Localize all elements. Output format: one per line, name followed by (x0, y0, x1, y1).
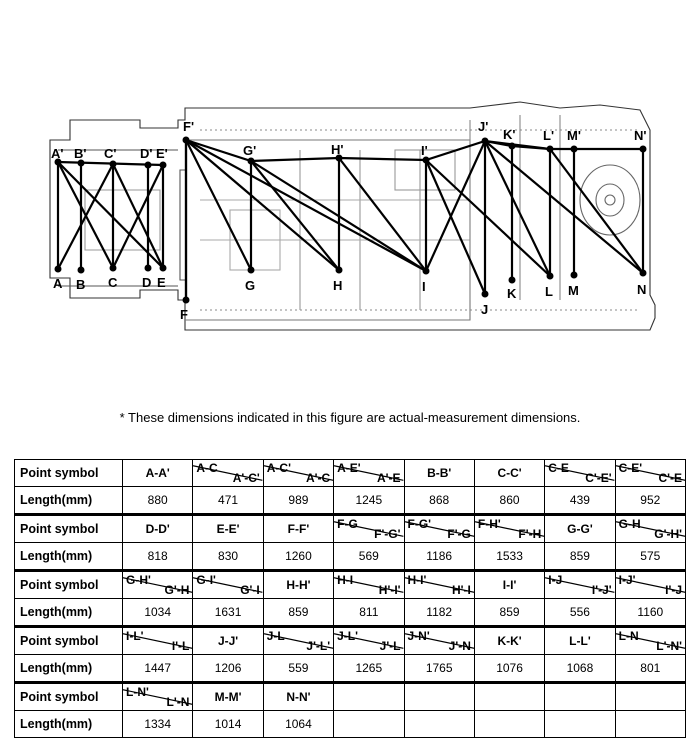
length-cell: 1068 (545, 655, 615, 683)
row-header-length: Length(mm) (15, 711, 123, 738)
length-cell: 859 (545, 543, 615, 571)
label-e: E (157, 275, 166, 290)
point-symbol-cell: A-A' (123, 460, 193, 487)
symbol-lower: H'-I' (378, 583, 401, 597)
symbol-lower: J'-N (448, 639, 471, 653)
label-j-prime: J' (478, 119, 489, 134)
length-cell: 830 (193, 543, 263, 571)
length-cell: 860 (474, 487, 544, 515)
length-cell: 989 (263, 487, 333, 515)
symbol-upper: I-J (548, 573, 563, 587)
symbol-upper: J-L (266, 629, 285, 643)
symbol-row (15, 460, 686, 487)
symbol-upper: H-I (337, 573, 354, 587)
point-symbol-cell (193, 460, 263, 487)
point-symbol-cell (474, 515, 544, 543)
symbol-lower: G'-H (164, 583, 190, 597)
length-cell: 575 (615, 543, 685, 571)
symbol-row (15, 515, 686, 543)
point-symbol-cell (545, 571, 615, 599)
symbol-upper: G-H (618, 517, 641, 531)
row-header-symbol: Point symbol (15, 571, 123, 599)
length-cell: 439 (545, 487, 615, 515)
symbol-lower: L'-N (166, 695, 190, 709)
point-symbol-cell: C-C' (474, 460, 544, 487)
symbol-lower: H'-I (452, 583, 471, 597)
point-symbol-cell (334, 627, 404, 655)
measurement-note: * These dimensions indicated in this figure are actual-measurement dimensions. (119, 410, 581, 425)
point-symbol-cell: K-K' (474, 627, 544, 655)
point-symbol-cell: J-J' (193, 627, 263, 655)
point-symbol-cell (123, 627, 193, 655)
length-cell: 880 (123, 487, 193, 515)
label-b: B (76, 277, 86, 292)
length-cell: 1186 (404, 543, 474, 571)
length-cell: 556 (545, 599, 615, 627)
symbol-upper: G-I' (196, 573, 216, 587)
symbol-upper: F-G' (407, 517, 432, 531)
symbol-upper: C-E (548, 461, 569, 475)
point-symbol-cell: N-N' (263, 683, 333, 711)
symbol-upper: A-C (196, 461, 218, 475)
label-f: F (180, 307, 188, 322)
label-b-prime: B' (74, 146, 87, 161)
symbol-upper: L-N (618, 629, 639, 643)
point-symbol-cell (334, 515, 404, 543)
symbol-upper: A-C' (266, 461, 291, 475)
length-row (15, 655, 686, 683)
point-symbol-cell (615, 515, 685, 543)
symbol-row (15, 683, 686, 711)
point-symbol-cell (193, 571, 263, 599)
row-header-length: Length(mm) (15, 599, 123, 627)
symbol-lower: G'-H' (654, 527, 682, 541)
vehicle-outline (50, 102, 655, 330)
point-symbol-cell (545, 683, 615, 711)
length-cell: 471 (193, 487, 263, 515)
label-i: I (422, 279, 426, 294)
length-cell: 1447 (123, 655, 193, 683)
length-cell: 801 (615, 655, 685, 683)
length-cell: 859 (474, 599, 544, 627)
point-symbol-cell (404, 571, 474, 599)
symbol-upper: A-E' (337, 461, 361, 475)
point-symbol-cell: F-F' (263, 515, 333, 543)
symbol-lower: F'-G (447, 527, 471, 541)
length-cell: 1765 (404, 655, 474, 683)
symbol-lower: I'-J' (591, 583, 612, 597)
symbol-lower: G'-I (240, 583, 260, 597)
point-symbol-cell (615, 460, 685, 487)
symbol-lower: J'-L' (306, 639, 331, 653)
label-g: G (245, 278, 256, 293)
label-d-prime: D' (140, 146, 153, 161)
symbol-upper: G-H' (126, 573, 151, 587)
length-cell: 569 (334, 543, 404, 571)
length-cell: 1034 (123, 599, 193, 627)
length-cell: 1014 (193, 711, 263, 738)
length-cell: 868 (404, 487, 474, 515)
length-cell: 1334 (123, 711, 193, 738)
label-h-prime: H' (331, 142, 344, 157)
symbol-upper: J-L' (337, 629, 358, 643)
length-cell: 1206 (193, 655, 263, 683)
point-symbol-cell (404, 683, 474, 711)
label-m: M (568, 283, 579, 298)
point-symbol-cell (545, 460, 615, 487)
length-cell (404, 711, 474, 738)
point-symbol-cell (615, 571, 685, 599)
symbol-lower: L'-N' (656, 639, 682, 653)
label-l-prime: L' (543, 128, 555, 143)
label-h: H (333, 278, 343, 293)
point-symbol-cell (404, 627, 474, 655)
symbol-lower: A'-C (305, 471, 331, 485)
label-l: L (545, 284, 553, 299)
length-cell (545, 711, 615, 738)
label-a: A (53, 276, 63, 291)
point-symbol-cell (263, 627, 333, 655)
point-symbol-cell (404, 515, 474, 543)
dimension-table (14, 459, 686, 738)
symbol-upper: I-J' (618, 573, 636, 587)
symbol-lower: I'-J (665, 583, 682, 597)
point-symbol-cell (123, 683, 193, 711)
label-c: C (108, 275, 118, 290)
length-cell: 559 (263, 655, 333, 683)
symbol-lower: A'-E (376, 471, 401, 485)
label-k-prime: K' (503, 127, 516, 142)
length-row (15, 599, 686, 627)
symbol-upper: I-L' (126, 629, 144, 643)
row-header-symbol: Point symbol (15, 515, 123, 543)
length-cell: 1265 (334, 655, 404, 683)
label-n: N (637, 282, 647, 297)
symbol-upper: F-G (337, 517, 358, 531)
point-symbol-cell (615, 627, 685, 655)
length-cell: 1533 (474, 543, 544, 571)
symbol-lower: A'-C' (232, 471, 260, 485)
point-symbol-cell (263, 460, 333, 487)
point-symbol-cell (123, 571, 193, 599)
point-symbol-cell (334, 683, 404, 711)
point-symbol-cell: B-B' (404, 460, 474, 487)
length-cell (334, 711, 404, 738)
point-symbol-cell: H-H' (263, 571, 333, 599)
length-cell: 952 (615, 487, 685, 515)
label-n-prime: N' (634, 128, 647, 143)
label-f-prime: F' (183, 119, 195, 134)
point-symbol-cell (334, 460, 404, 487)
symbol-row (15, 627, 686, 655)
length-cell: 1182 (404, 599, 474, 627)
point-symbol-cell: L-L' (545, 627, 615, 655)
length-cell: 1064 (263, 711, 333, 738)
length-cell (615, 711, 685, 738)
row-header-length: Length(mm) (15, 655, 123, 683)
symbol-upper: F-H' (477, 517, 501, 531)
length-cell: 1631 (193, 599, 263, 627)
symbol-lower: C'-E' (585, 471, 612, 485)
symbol-upper: H-I' (407, 573, 427, 587)
symbol-row (15, 571, 686, 599)
row-header-symbol: Point symbol (15, 460, 123, 487)
point-symbol-cell: I-I' (474, 571, 544, 599)
label-j: J (481, 302, 489, 317)
label-d: D (142, 275, 152, 290)
length-row (15, 487, 686, 515)
symbol-lower: C'-E (658, 471, 682, 485)
point-symbol-cell: M-M' (193, 683, 263, 711)
symbol-upper: J-N' (407, 629, 430, 643)
symbol-upper: L-N' (126, 685, 149, 699)
length-cell: 1260 (263, 543, 333, 571)
label-g-prime: G' (243, 143, 257, 158)
length-cell (474, 711, 544, 738)
row-header-length: Length(mm) (15, 543, 123, 571)
row-header-length: Length(mm) (15, 487, 123, 515)
length-cell: 1245 (334, 487, 404, 515)
row-header-symbol: Point symbol (15, 683, 123, 711)
bottom-point-labels (53, 275, 646, 322)
symbol-lower: F'-G' (374, 527, 401, 541)
label-k: K (507, 286, 517, 301)
symbol-lower: I'-L (171, 639, 190, 653)
label-m-prime: M' (567, 128, 581, 143)
label-c-prime: C' (104, 146, 117, 161)
length-cell: 811 (334, 599, 404, 627)
point-symbol-cell (474, 683, 544, 711)
label-i-prime: I' (421, 143, 428, 158)
point-symbol-cell: G-G' (545, 515, 615, 543)
point-symbol-cell: E-E' (193, 515, 263, 543)
point-symbol-cell: D-D' (123, 515, 193, 543)
point-symbol-cell (334, 571, 404, 599)
length-cell: 1160 (615, 599, 685, 627)
length-row (15, 543, 686, 571)
symbol-lower: J'-L (379, 639, 401, 653)
label-e-prime: E' (156, 146, 168, 161)
row-header-symbol: Point symbol (15, 627, 123, 655)
length-cell: 1076 (474, 655, 544, 683)
symbol-lower: F'-H (518, 527, 542, 541)
length-cell: 859 (263, 599, 333, 627)
length-cell: 818 (123, 543, 193, 571)
label-a-prime: A' (51, 146, 64, 161)
symbol-upper: C-E' (618, 461, 643, 475)
length-row (15, 711, 686, 738)
point-symbol-cell (615, 683, 685, 711)
